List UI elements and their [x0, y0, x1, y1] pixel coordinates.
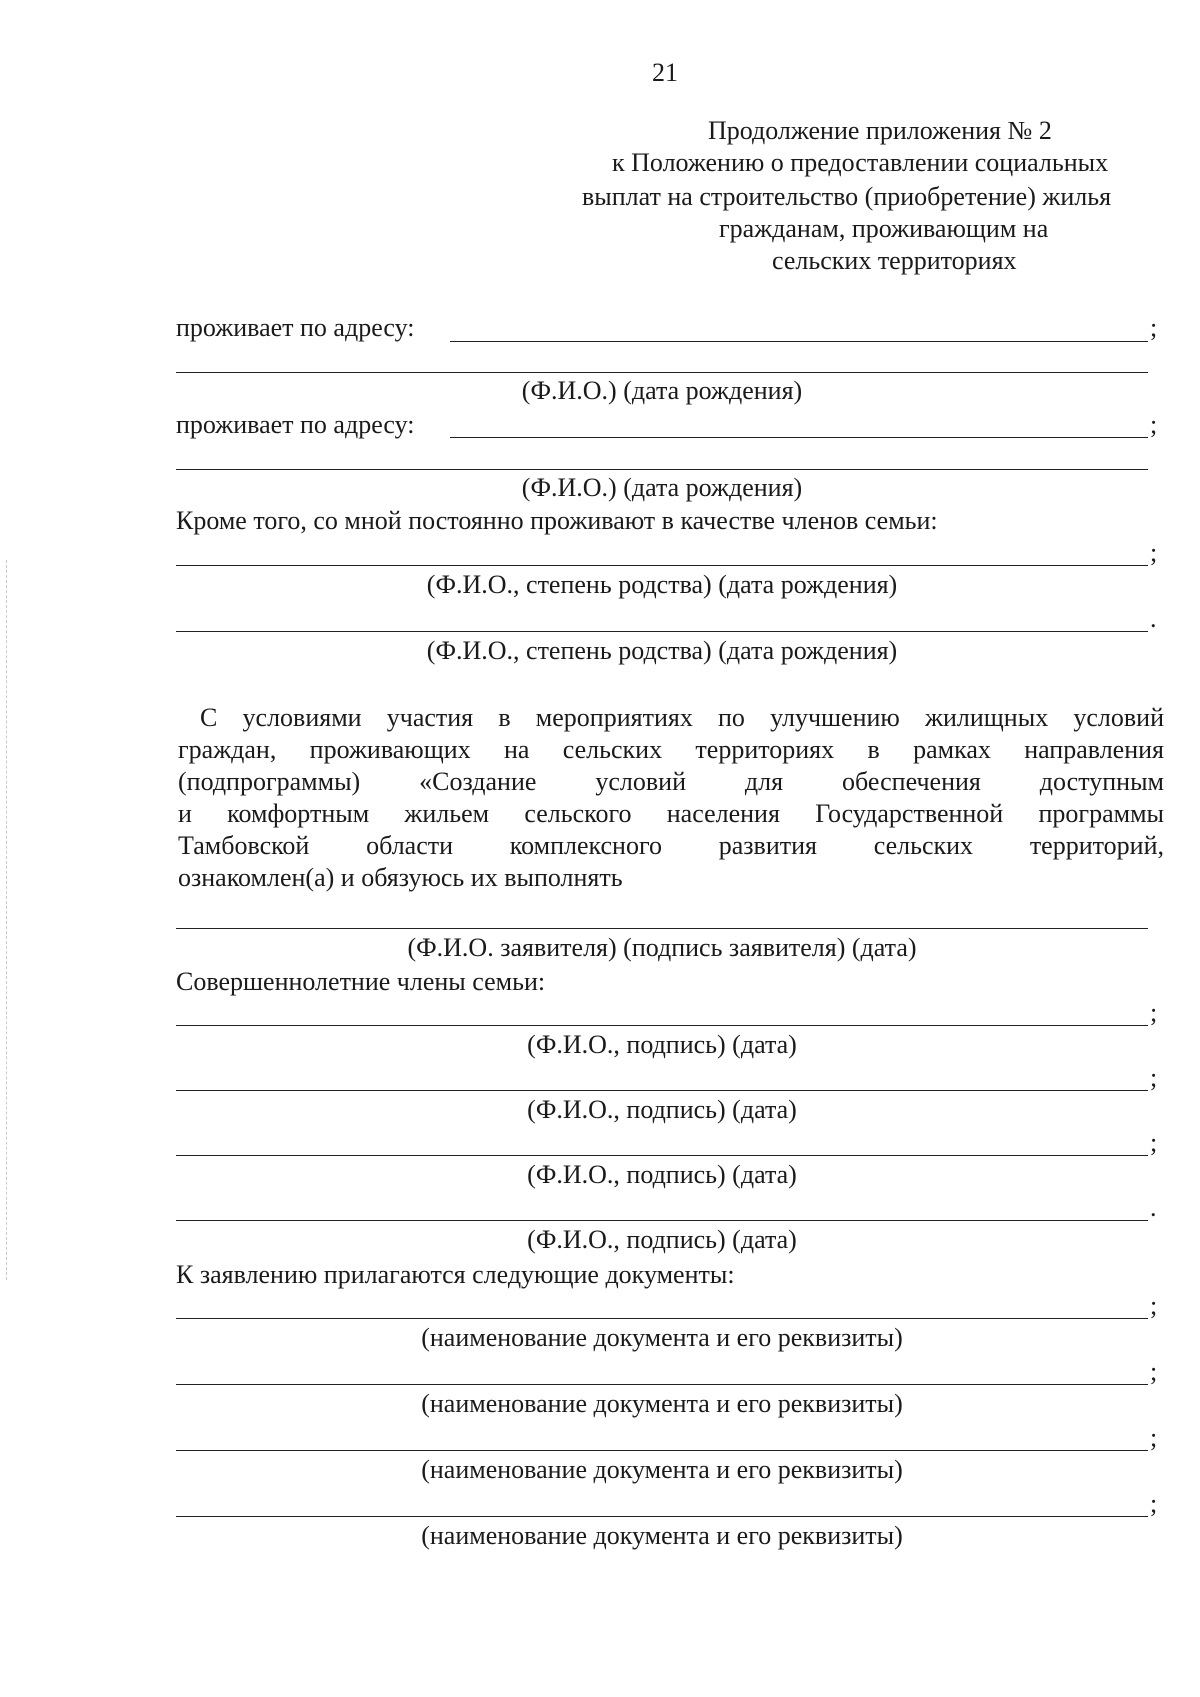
document-line[interactable] — [176, 1318, 1148, 1319]
line-end-punct: ; — [1150, 1423, 1158, 1452]
paragraph-line: С условиями участия в мероприятиях по улучшению жилищных условий — [200, 703, 1164, 732]
field-caption: (Ф.И.О., степень родства) (дата рождения) — [426, 570, 898, 599]
field-caption: (Ф.И.О., подпись) (дата) — [527, 1095, 797, 1124]
line-end-punct: ; — [1150, 1128, 1158, 1157]
field-caption: (наименование документа и его реквизиты) — [421, 1455, 903, 1484]
address-label: проживает по адресу: — [176, 313, 415, 342]
adult-signature-line[interactable] — [176, 1090, 1148, 1091]
document-line[interactable] — [176, 1516, 1148, 1517]
paragraph-line: и комфортным жильем сельского населения Государственной программы — [178, 799, 1164, 828]
family-intro: Кроме того, со мной постоянно проживают в качестве членов семьи: — [176, 506, 938, 535]
field-caption: (наименование документа и его реквизиты) — [421, 1323, 903, 1352]
paragraph-line: Тамбовской области комплексного развития сельских территорий, — [178, 831, 1164, 860]
line-end-punct: ; — [1150, 1489, 1158, 1518]
header-line-1: Продолжение приложения № 2 — [708, 116, 1052, 145]
address-field-line[interactable] — [450, 437, 1148, 438]
page-number: 21 — [652, 58, 678, 87]
header-line-3: выплат на строительство (приобретение) жилья — [582, 182, 1112, 211]
fio-field-line[interactable] — [176, 372, 1148, 373]
field-caption: (Ф.И.О., подпись) (дата) — [527, 1225, 797, 1254]
document-line[interactable] — [176, 1450, 1148, 1451]
line-end-punct: ; — [1150, 313, 1158, 342]
line-end-punct: ; — [1150, 538, 1158, 567]
document-line[interactable] — [176, 1384, 1148, 1385]
family-member-line[interactable] — [176, 565, 1148, 566]
field-caption: (Ф.И.О.) (дата рождения) — [521, 376, 803, 405]
header-line-2: к Положению о предоставлении социальных — [612, 148, 1109, 177]
field-caption: (Ф.И.О., подпись) (дата) — [527, 1030, 797, 1059]
paragraph-line: (подпрограммы) «Создание условий для обеспечения доступным — [178, 767, 1164, 796]
adults-intro: Совершеннолетние члены семьи: — [176, 967, 546, 996]
field-caption: (Ф.И.О., подпись) (дата) — [527, 1160, 797, 1189]
paragraph-line: граждан, проживающих на сельских территориях в рамках направления — [178, 735, 1164, 764]
line-end-punct: ; — [1150, 998, 1158, 1027]
fio-field-line[interactable] — [176, 469, 1148, 470]
line-end-punct: . — [1150, 604, 1157, 633]
line-end-punct: ; — [1150, 1291, 1158, 1320]
address-label: проживает по адресу: — [176, 410, 415, 439]
field-caption: (наименование документа и его реквизиты) — [421, 1389, 903, 1418]
header-line-5: сельских территориях — [772, 246, 1017, 275]
field-caption: (Ф.И.О. заявителя) (подпись заявителя) (дата) — [407, 933, 917, 962]
line-end-punct: ; — [1150, 1357, 1158, 1386]
field-caption: (наименование документа и его реквизиты) — [421, 1521, 903, 1550]
header-line-4: гражданам, проживающим на — [719, 214, 1049, 243]
field-caption: (Ф.И.О., степень родства) (дата рождения) — [426, 636, 898, 665]
line-end-punct: ; — [1150, 1063, 1158, 1092]
adult-signature-line[interactable] — [176, 1155, 1148, 1156]
adult-signature-line[interactable] — [176, 1220, 1148, 1221]
family-member-line[interactable] — [176, 631, 1148, 632]
address-field-line[interactable] — [450, 341, 1148, 342]
scan-edge-mark — [6, 560, 7, 1280]
conditions-paragraph — [178, 702, 1164, 894]
documents-intro: К заявлению прилагаются следующие документы: — [176, 1260, 735, 1289]
field-caption: (Ф.И.О.) (дата рождения) — [521, 473, 803, 502]
line-end-punct: . — [1150, 1193, 1157, 1222]
applicant-signature-line[interactable] — [176, 928, 1148, 929]
paragraph-line: ознакомлен(а) и обязуюсь их выполнять — [178, 863, 623, 892]
line-end-punct: ; — [1150, 410, 1158, 439]
adult-signature-line[interactable] — [176, 1025, 1148, 1026]
